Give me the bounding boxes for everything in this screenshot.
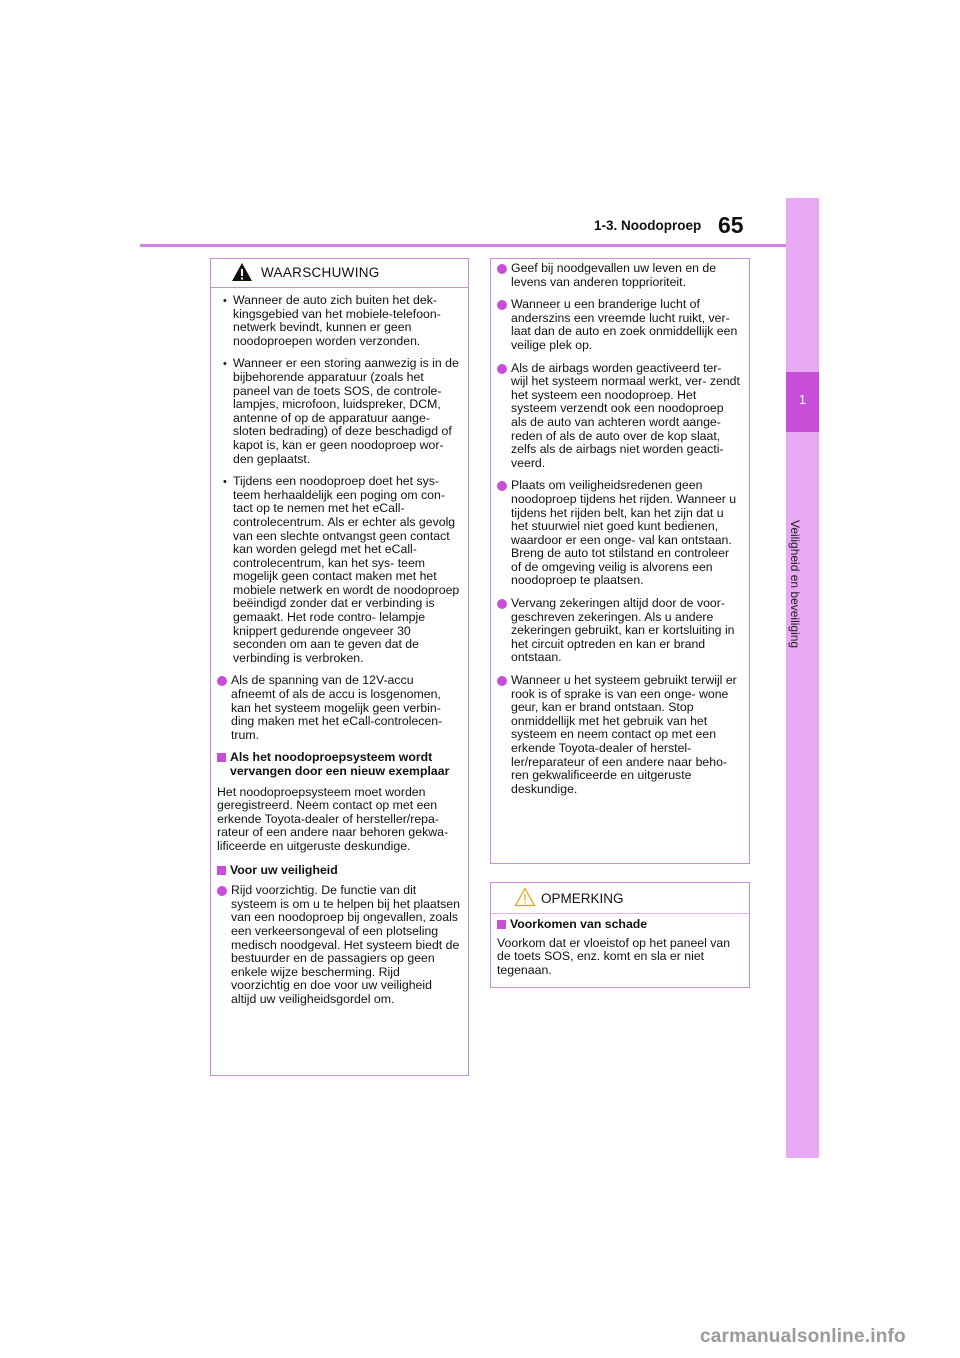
circle-bullet-icon xyxy=(217,886,227,896)
list-item-text: Wanneer u een branderige lucht of anderszins een vreemde lucht ruikt, ver- laat dan de auto en zoek onmiddellijk een veilige plek op. xyxy=(511,297,738,352)
chapter-label: Veiligheid en beveiliging xyxy=(788,520,802,649)
note-title: OPMERKING xyxy=(541,891,624,906)
list-item xyxy=(497,479,741,588)
circle-bullet-icon xyxy=(497,481,507,491)
list-item xyxy=(497,362,741,471)
watermark: carmanualsonline.info xyxy=(700,1326,906,1347)
subheading xyxy=(497,918,741,932)
page-number: 65 xyxy=(718,212,744,238)
subheading-text: Voorkomen van schade xyxy=(510,917,648,931)
warning-continued-box xyxy=(490,258,750,864)
warning-box xyxy=(210,258,469,1076)
note-header xyxy=(491,883,749,914)
square-bullet-icon xyxy=(497,920,506,929)
header-rule xyxy=(140,244,786,247)
note-box xyxy=(490,882,750,988)
bullet-icon: • xyxy=(223,476,227,489)
subheading-text: Voor uw veiligheid xyxy=(230,862,338,877)
subheading xyxy=(217,751,460,778)
paragraph: Het noodoproepsysteem moet worden geregistreerd. Neem contact op met een erkende Toyota-dealer of hersteller/repa- rateur of een andere naar behoren gekwa- lificeerde en uitgeruste deskundige. xyxy=(217,784,449,853)
list-item xyxy=(217,357,460,466)
chapter-number: 1 xyxy=(798,392,807,407)
list-item-text: Tijdens een noodoproep doet het sys- teem herhaaldelijk een poging om con- tact op te nemen met het eCall-controlecentrum. Als er echter als gevolg van een slechte ontvangst geen contact kan worden gelegd met het eCall-controlecentrum, kan het sys- teem mogelijk geen contact maken met het mobiele netwerk en wordt de noodoproep beëindigd zonder dat er verbinding is gemaakt. Het rode contro- lelampje knippert gedurende ongeveer 30 seconden om aan te geven dat de verbinding is verbroken. xyxy=(233,474,460,665)
caution-outline-icon xyxy=(514,887,536,907)
list-item-text: Geef bij noodgevallen uw leven en de levens van anderen topprioriteit. xyxy=(511,261,717,289)
subheading xyxy=(217,864,460,878)
list-item-text: Wanneer er een storing aanwezig is in de bijbehorende apparatuur (zoals het paneel van de toets SOS, de controle- lampjes, microfoon, luidspreker, DCM, antenne of op de apparatuur aange- sloten bedrading) of deze beschadigd of kapot is, kan er geen noodoproep wor- den geplaatst. xyxy=(233,356,459,466)
list-item-text: Wanneer de auto zich buiten het dek- kingsgebied van het mobiele-telefoon- netwerk bevindt, kunnen er geen noodoproepen worden verzonden. xyxy=(233,293,441,348)
bullet-icon: • xyxy=(223,295,227,307)
list-item-text: Als de airbags worden geactiveerd ter- wijl het systeem normaal werkt, ver- zendt het systeem een noodoproep. Het systeem verzendt ook een noodoproep als de auto van achteren wordt aange- reden of als de auto over de kop slaat, zelfs als de airbags niet worden geacti- veerd. xyxy=(511,360,740,470)
list-item xyxy=(497,597,741,665)
warning-icon xyxy=(231,262,253,282)
note-text: Voorkom dat er vloeistof op het paneel van de toets SOS, enz. komt en sla er niet tegenaan. xyxy=(497,935,731,977)
list-item-text: Wanneer u het systeem gebruikt terwijl er rook is of sprake is van een onge- wone geur, kan er brand ontstaan. Stop onmiddellijk met het gebruik van het systeem en neem contact op met een erkende Toyota-dealer of herstel- ler/reparateur of een andere naar beho- ren gekwalificeerde en uitgeruste deskundige. xyxy=(511,673,737,796)
circle-bullet-icon xyxy=(497,676,507,686)
circle-bullet-icon xyxy=(497,300,507,310)
list-item-text: Rijd voorzichtig. De functie van dit systeem is om u te helpen bij het plaatsen van een noodoproep bij ongevallen, zoals een verkeersongeval of een plotseling medisch noodgeval. Het systeem biedt de bestuurder en de passagiers op geen enkele wijze bescherming. Rijd voorzichtig en doe voor uw veiligheid altijd uw veiligheidsgordel om. xyxy=(231,883,460,1006)
list-item-text: Als de spanning van de 12V-accu afneemt of als de accu is losgenomen, kan het systeem mogelijk geen verbin- ding maken met het eCall-controlecen- trum. xyxy=(231,673,443,742)
side-tab xyxy=(786,198,819,1158)
list-item xyxy=(497,298,741,352)
list-item xyxy=(217,475,460,665)
square-bullet-icon xyxy=(217,753,226,762)
circle-bullet-icon xyxy=(217,676,227,686)
subheading-text: Als het noodoproepsysteem wordt vervangen door een nieuw exemplaar xyxy=(230,750,450,778)
list-item xyxy=(217,884,460,1006)
circle-bullet-icon xyxy=(497,264,507,274)
square-bullet-icon xyxy=(217,866,226,875)
list-item xyxy=(217,294,460,348)
section-title: 1-3. Noodoproep xyxy=(594,218,702,233)
list-item-text: Plaats om veiligheidsredenen geen noodoproep tijdens het rijden. Wanneer u tijdens het rijden belt, kan het zijn dat u het stuurwiel niet goed kunt bedienen, waardoor er een onge- val kan ontstaan. Breng de auto tot stilstand en controleer of de omgeving veilig is alvorens een noodoproep te plaatsen. xyxy=(511,478,737,588)
warning-title: WAARSCHUWING xyxy=(261,265,380,280)
list-item-text: Vervang zekeringen altijd door de voor- geschreven zekeringen. Als u andere zekeringen gebruikt, kan er kortsluiting in het circuit optreden en kan er brand ontstaan. xyxy=(511,596,735,665)
list-item xyxy=(497,674,741,796)
bullet-icon: • xyxy=(223,358,227,371)
warning-header xyxy=(211,259,468,288)
circle-bullet-icon xyxy=(497,599,507,609)
list-item xyxy=(497,262,741,289)
circle-bullet-icon xyxy=(497,364,507,374)
list-item xyxy=(217,674,460,742)
